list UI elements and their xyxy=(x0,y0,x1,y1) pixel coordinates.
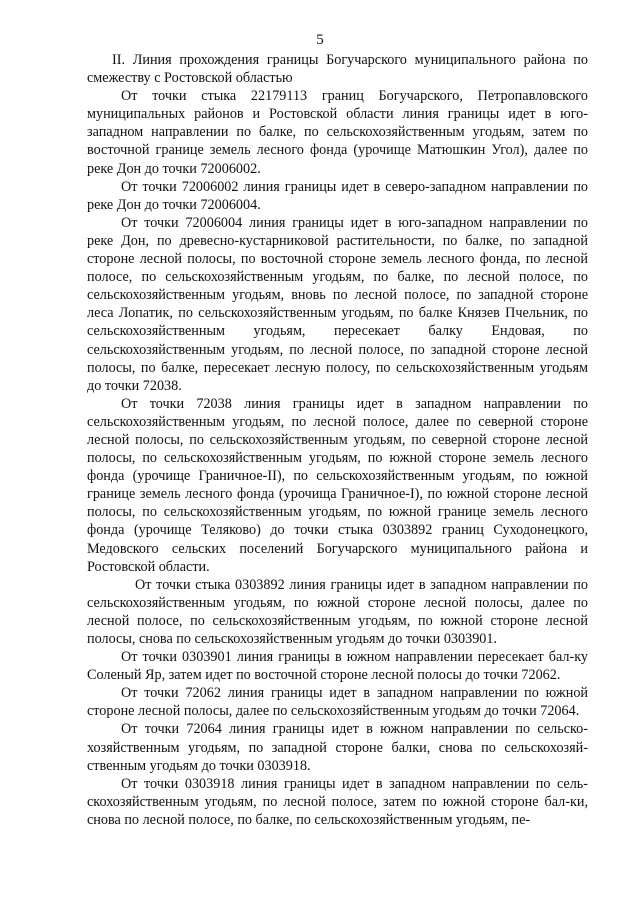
section-heading: II. Линия прохождения границы Богучарского муниципального района по смежеству с Ростовской областью xyxy=(87,52,588,87)
paragraph-3: От точки 72006004 линия границы идет в юго-западном направлении по реке Дон, по древесно-кустарниковой растительности, по балке, по западной стороне лесной полосы, по восточной стороне земель лесного фонда, по лесной полосе, по сельскохозяйственным угодьям, по балке, по лесной полосе, по сельскохозяйственным угодьям, вновь по лесной полосе, по западной стороне леса Лопатик, по сельскохозяйственным угодьям, по балке Князев Пчельник, по сельскохозяйственным угодьям, пересекает балку Ендовая, по сельскохозяйственным угодьям, по лесной полосе, по западной стороне лесной полосы, по балке, пересекает лесную полосу, по сельскохозяйственным угодьям до точки 72038. xyxy=(87,214,588,394)
paragraph-9: От точки 0303918 линия границы идет в западном направлении по сель-скохозяйственным угодьям, по лесной полосе, затем по южной стороне бал-ки, снова по лесной полосе, по балке, по сельскохозяйственным угодьям, пе- xyxy=(87,775,588,828)
paragraph-7: От точки 72062 линия границы идет в западном направлении по южной стороне лесной полосы, далее по сельскохозяйственным угодьям до точки 72064. xyxy=(87,685,588,720)
paragraph-4: От точки 72038 линия границы идет в западном направлении по сельскохозяйственным угодьям, по лесной полосе, далее по северной стороне лесной полосы, по сельскохозяйственным угодьям, по северной стороне лесной полосы, по сельскохозяйственным угодьям, по южной стороне земель лесного фонда (урочище Граничное-II), по сельскохозяйственным угодьям, по южной границе земель лесного фонда (урочища Граничное-I), по южной стороне лесной полосы, по сельскохозяйственным угодьям, по южной границе земель лесного фонда (урочище Теляково) до точки стыка 0303892 границ Суходонецкого, Медовского сельских поселений Богучарского муниципального района и Ростовской области. xyxy=(87,395,588,575)
paragraph-1: От точки стыка 22179113 границ Богучарского, Петропавловского муниципальных районов и Ростовской области линия границы идет в юго-западном направлении по балке, по сельскохозяйственным угодьям, затем по восточной границе земель лесного фонда (урочище Матюшкин Угол), далее по реке Дон до точки 72006002. xyxy=(87,88,588,177)
paragraph-6: От точки 0303901 линия границы в южном направлении пересекает бал-ку Соленый Яр, затем идет по восточной стороне лесной полосы до точки 72062. xyxy=(87,649,588,684)
paragraph-2: От точки 72006002 линия границы идет в северо-западном направлении по реке Дон до точки 72006004. xyxy=(87,178,588,213)
page-number: 5 xyxy=(316,32,324,48)
paragraph-8: От точки 72064 линия границы идет в южном направлении по сельско-хозяйственным угодьям, по западной стороне балки, снова по сельскохозяй-ственным угодьям до точки 0303918. xyxy=(87,721,588,774)
document-body xyxy=(87,51,588,829)
paragraph-5: От точки стыка 0303892 линия границы идет в западном направлении по сельскохозяйственным угодьям, по южной стороне лесной полосы, далее по лесной полосе, по сельскохозяйственным угодьям, по южной стороне лесной полосы, снова по сельскохозяйственным угодьям до точки 0303901. xyxy=(87,576,588,647)
